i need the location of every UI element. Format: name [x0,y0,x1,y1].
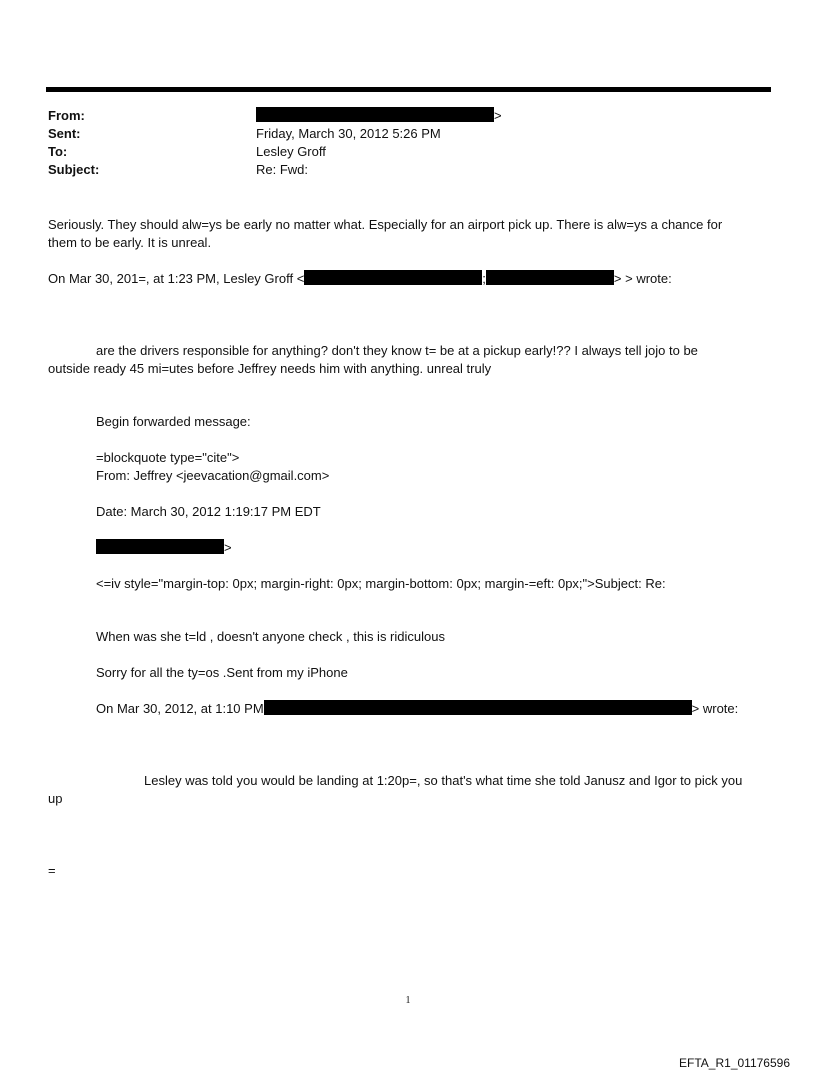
lesley-text-line-2: outside ready 45 mi=utes before Jeffrey needs him with anything. unreal truly [48,361,492,376]
landing-text-line-1: Lesley was told you would be landing at 1:20p=, so that's what time she told Janusz and Igor to pick you [144,773,743,788]
jeffrey-signoff: Sorry for all the ty=os .Sent from my iPhone [96,665,348,680]
redaction-block [256,107,494,122]
forwarded-to [96,539,232,557]
subject-value: Re: Fwd: [256,162,309,177]
from-suffix: > [494,108,502,123]
quote-intro-prefix: On Mar 30, 201=, at 1:23 PM, Lesley Groff < [48,271,305,286]
quote-intro-suffix: > > wrote: [613,271,672,286]
forwarded-to-suffix: > [224,540,232,555]
inner-quote-intro [96,700,738,718]
forwarded-from: From: Jeffrey <jeevacation@gmail.com> [96,468,330,483]
from-value [256,107,502,125]
redaction-block [304,270,482,285]
begin-forwarded: Begin forwarded message: [96,414,251,429]
to-value: Lesley Groff [256,144,326,159]
from-label: From: [48,108,85,123]
landing-text-line-2: up [48,791,63,806]
subject-label: Subject: [48,162,100,177]
inner-quote-suffix: > wrote: [691,701,739,716]
quote-intro-mid: ; [482,271,486,286]
inner-quote-prefix: On Mar 30, 2012, at 1:10 PM [96,701,264,716]
sent-label: Sent: [48,126,81,141]
reply-text-line-1: Seriously. They should alw=ys be early no matter what. Especially for an airport pick up. There is alw=ys a chance for [48,217,723,232]
reply-text-line-2: them to be early. It is unreal. [48,235,212,250]
div-subject-line: <=iv style="margin-top: 0px; margin-right: 0px; margin-bottom: 0px; margin-=eft: 0px;">Subject: Re: [96,576,666,591]
forwarded-date: Date: March 30, 2012 1:19:17 PM EDT [96,504,321,519]
redaction-block [486,270,614,285]
redaction-block [96,539,224,554]
jeffrey-message: When was she t=ld , doesn't anyone check , this is ridiculous [96,629,445,644]
sent-value: Friday, March 30, 2012 5:26 PM [256,126,441,141]
header-divider [46,87,771,92]
page-number: 1 [405,995,411,1006]
trailing-equals: = [48,863,56,878]
bates-number: EFTA_R1_01176596 [679,1056,790,1070]
lesley-text-line-1: are the drivers responsible for anything? don't they know t= be at a pickup early!?? I always tell jojo to be [96,343,698,358]
to-label: To: [48,144,68,159]
redaction-block [264,700,692,715]
quote-intro [48,270,672,288]
blockquote-tag: =blockquote type="cite"> [96,450,240,465]
